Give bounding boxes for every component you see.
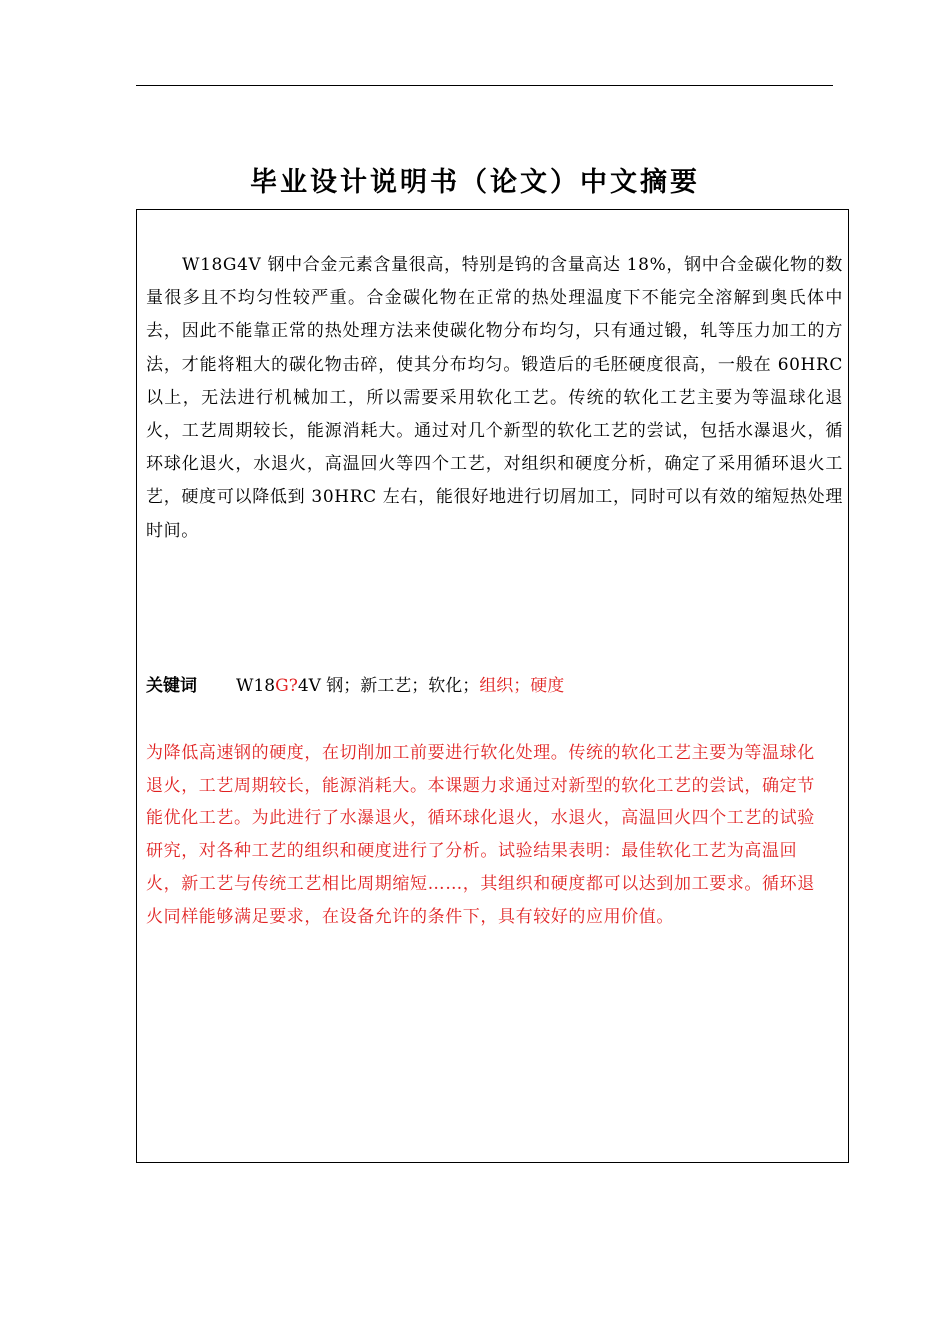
abstract-paragraph: W18G4V 钢中合金元素含量很高，特别是钨的含量高达 18%，钢中合金碳化物的数量很多且不均匀性较严重。合金碳化物在正常的热处理温度下不能完全溶解到奥氏体中去，因此不能靠正常的热处理方法来使碳化物分布均匀，只有通过锻，轧等压力加工的方法，才能将粗大的碳化物击碎，使其分布均匀。锻造后的毛胚硬度很高，一般在 60HRC 以上，无法进行机械加工，所以需要采用软化工艺。传统的软化工艺主要为等温球化退火，工艺周期较长，能源消耗大。通过对几个新型的软化工艺的尝试，包括水瀑退火，循环球化退火，水退火，高温回火等四个工艺，对组织和硬度分析，确定了采用循环退火工艺，硬度可以降低到 30HRC 左右，能很好地进行切屑加工，同时可以有效的缩短热处理时间。 [146,255,843,541]
keywords-row [146,670,843,703]
keywords-prefix: W18 [236,676,276,696]
keywords-red-mark: G? [275,676,298,696]
page-title: 毕业设计说明书（论文）中文摘要 [250,167,700,198]
header-rule [136,85,833,86]
keywords-middle: 4V 钢；新工艺；软化； [297,676,480,696]
keywords-red-tail: 组织；硬度 [479,676,565,696]
keywords-label: 关键词 [146,676,197,696]
abstract-box [136,209,849,1163]
red-annotation-paragraph: 为降低高速钢的硬度，在切削加工前要进行软化处理。传统的软化工艺主要为等温球化退火，工艺周期较长，能源消耗大。本课题力求通过对新型的软化工艺的尝试，确定节能优化工艺。为此进行了水瀑退火，循环球化退火，水退火，高温回火四个工艺的试验研究，对各种工艺的组织和硬度进行了分析。试验结果表明：最佳软化工艺为高温回火，新工艺与传统工艺相比周期缩短……，其组织和硬度都可以达到加工要求。循环退火同样能够满足要求，在设备允许的条件下，具有较好的应用价值。 [146,743,815,927]
